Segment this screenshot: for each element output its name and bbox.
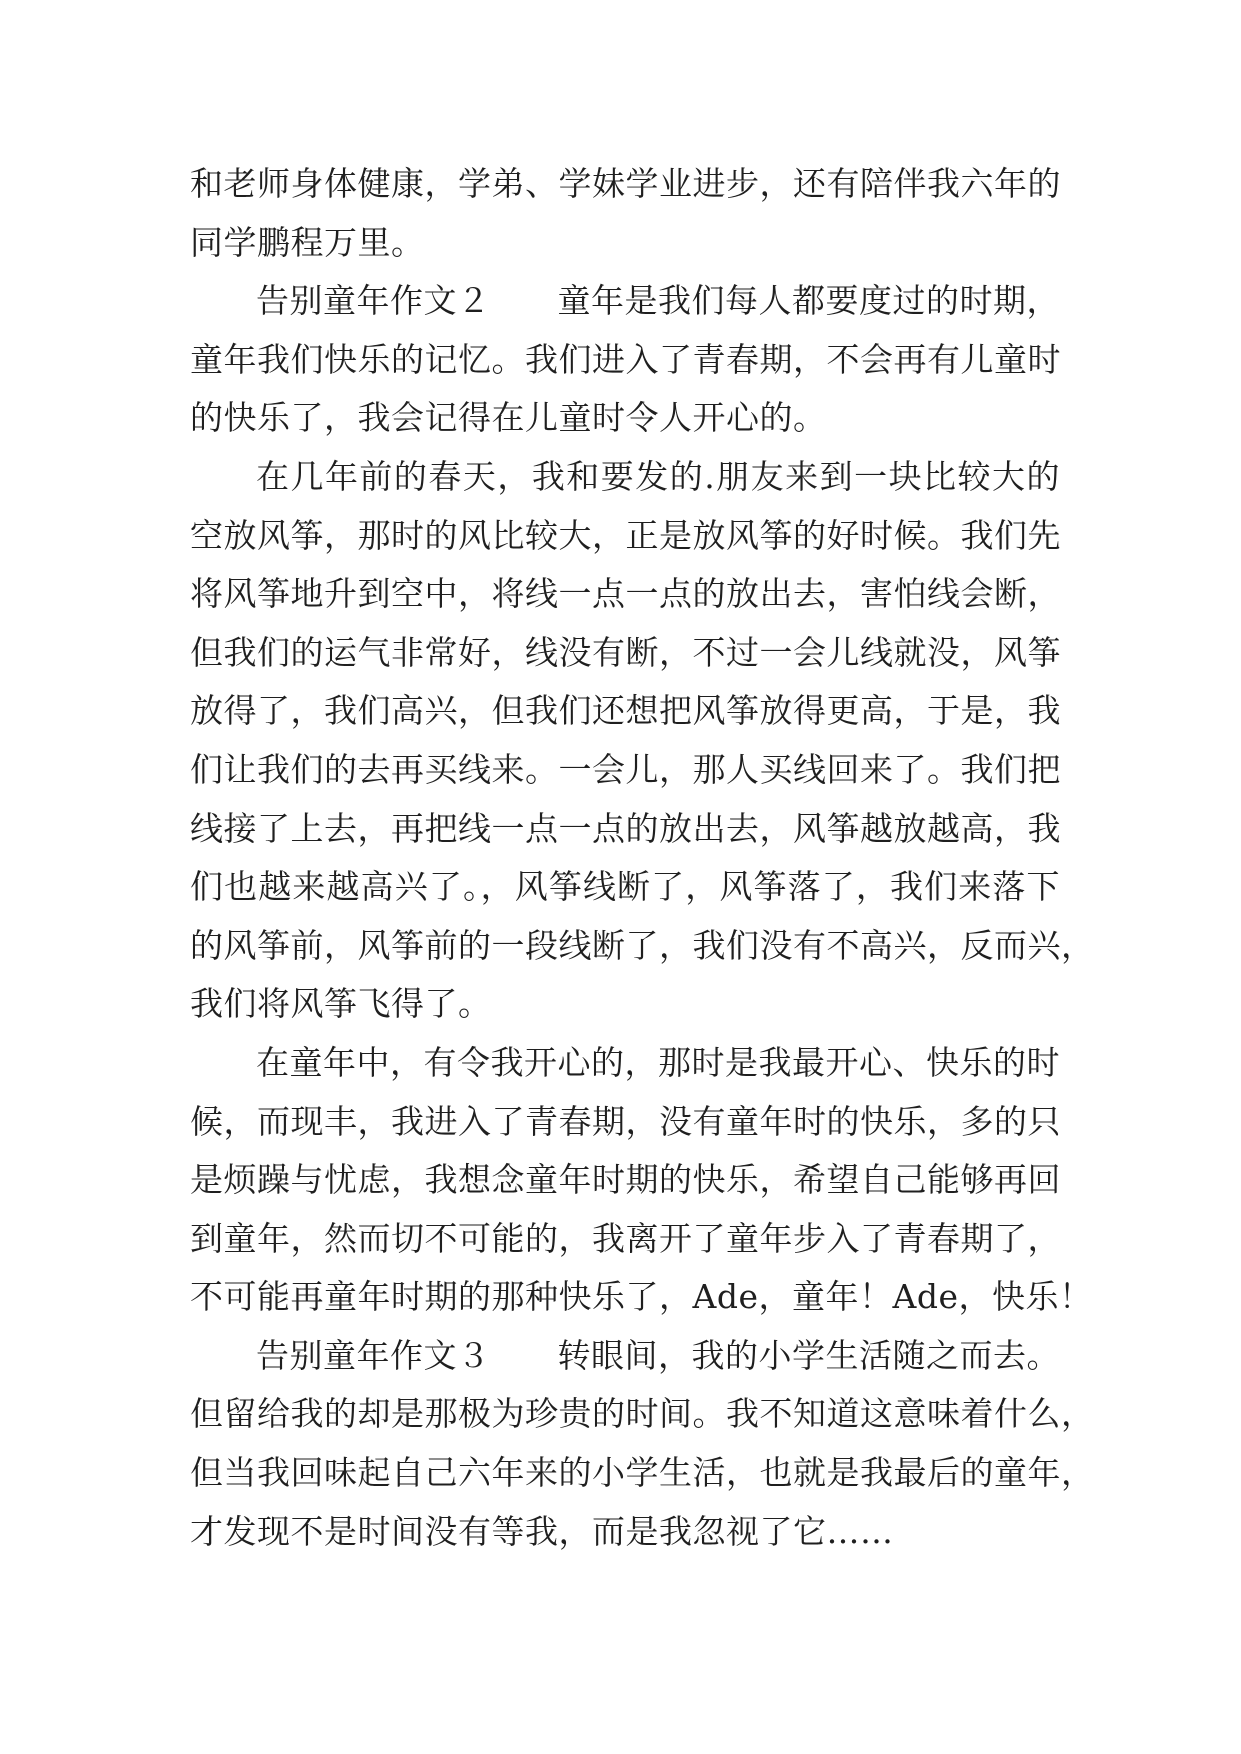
text-line: 童年我们快乐的记忆。我们进入了青春期，不会再有儿童时 xyxy=(190,339,1061,379)
text-line: 但我们的运气非常好，线没有断，不过一会儿线就没，风筝 xyxy=(190,632,1061,672)
text-line: 是烦躁与忧虑，我想念童年时期的快乐，希望自己能够再回 xyxy=(190,1160,1061,1200)
text-line: 们也越来越高兴了。，风筝线断了，风筝落了，我们来落下 xyxy=(190,867,1060,907)
text-line: 在几年前的春天，我和要发的.朋友来到一块比较大的 xyxy=(256,456,1060,496)
text-line: 同学鹏程万里。 xyxy=(190,222,425,262)
text-line: 在童年中，有令我开心的，那时是我最开心、快乐的时 xyxy=(256,1042,1060,1082)
text-line: 空放风筝，那时的风比较大，正是放风筝的好时候。我们先 xyxy=(190,515,1061,555)
text-line: 们让我们的去再买线来。一会儿，那人买线回来了。我们把 xyxy=(190,749,1061,789)
essay-text xyxy=(190,155,1095,1561)
text-line: 才发现不是时间没有等我，而是我忽视了它…… xyxy=(190,1511,894,1551)
text-line: 放得了，我们高兴，但我们还想把风筝放得更高，于是，我 xyxy=(190,691,1061,731)
text-line: 的快乐了，我会记得在儿童时令人开心的。 xyxy=(190,398,827,438)
text-line: 告别童年作文２ 童年是我们每人都要度过的时期， xyxy=(256,281,1060,321)
text-line: 候，而现丰，我进入了青春期，没有童年时的快乐，多的只 xyxy=(190,1101,1061,1141)
text-line: 和老师身体健康，学弟、学妹学业进步，还有陪伴我六年的 xyxy=(190,164,1061,203)
text-line: 将风筝地升到空中，将线一点一点的放出去，害怕线会断， xyxy=(190,574,1061,614)
text-line: 但当我回味起自己六年来的小学生活，也就是我最后的童年， xyxy=(190,1453,1095,1493)
text-line: 我们将风筝飞得了。 xyxy=(190,984,492,1024)
text-line: 线接了上去，再把线一点一点的放出去，风筝越放越高，我 xyxy=(190,808,1061,848)
text-line: 告别童年作文３ 转眼间，我的小学生活随之而去。 xyxy=(256,1335,1060,1375)
text-line: 的风筝前，风筝前的一段线断了，我们没有不高兴，反而兴， xyxy=(190,925,1095,965)
text-line: 到童年，然而切不可能的，我离开了童年步入了青春期了， xyxy=(190,1218,1061,1258)
text-line: 但留给我的却是那极为珍贵的时间。我不知道这意味着什么， xyxy=(190,1394,1095,1434)
text-line: 不可能再童年时期的那种快乐了，Ade，童年！Ade，快乐！ xyxy=(190,1277,1093,1317)
